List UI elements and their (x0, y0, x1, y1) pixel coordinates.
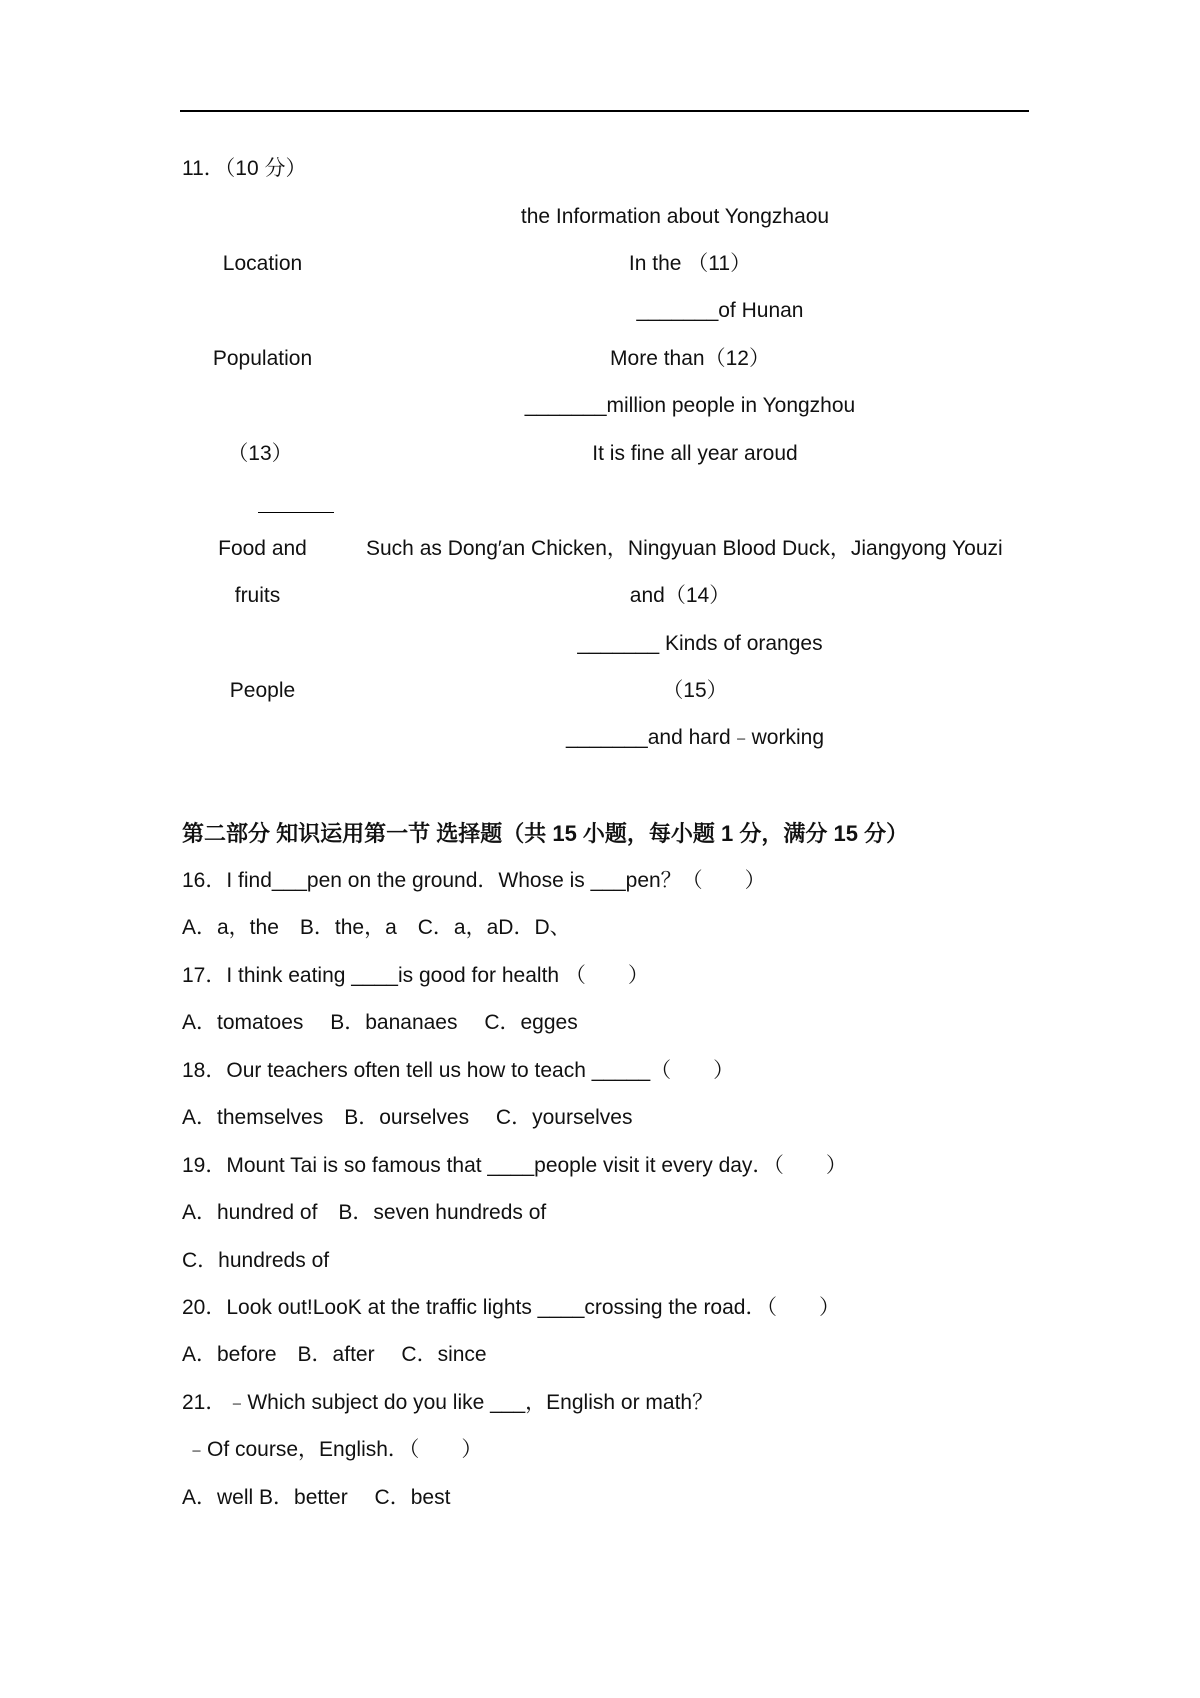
question-16-options: A．a，the B．the，a C．a，aD．D、 (182, 916, 571, 939)
row-label-food-1: Food and (218, 537, 307, 560)
row-value-food-1: Such as Dong′an Chicken，Ningyuan Blood Duck，Jiangyong Youzi (366, 537, 1003, 560)
question-20-stem: 20．Look out!LooK at the traffic lights ____crossing the road．（ ） (182, 1296, 840, 1319)
question-21-stem-2: ﹣Of course，English．（ ） (186, 1438, 483, 1461)
question-11-heading: 11．（10 分） (182, 157, 307, 180)
row-label-food-2: fruits (234, 584, 281, 607)
question-17-options: A．tomatoes B．bananaes C．egges (182, 1011, 578, 1034)
question-21-stem: 21．﹣Which subject do you like ___，English or math？ (182, 1391, 714, 1414)
row-label-13: （13） (227, 442, 293, 465)
question-17-stem: 17．I think eating ____is good for health （ ） (182, 964, 649, 987)
row-value-population-1: More than（12） (610, 347, 770, 370)
question-20-options: A．before B．after C．since (182, 1343, 487, 1366)
row-value-weather: It is fine all year aroud (592, 442, 798, 465)
header-rule (180, 110, 1029, 112)
question-18-stem: 18．Our teachers often tell us how to teach _____（ ） (182, 1059, 735, 1082)
row-value-food-2: and（14） (629, 584, 731, 607)
question-19-stem: 19．Mount Tai is so famous that ____people visit it every day．（ ） (182, 1154, 847, 1177)
part2-heading: 第二部分 知识运用第一节 选择题（共 15 小题，每小题 1 分，满分 15 分） (182, 821, 909, 846)
row-value-food-3: _______ Kinds of oranges (577, 632, 823, 655)
question-21-options: A．well B．better C．best (182, 1486, 451, 1509)
info-table-title: the Information about Yongzhaou (520, 205, 830, 228)
row-value-people-1: （15） (662, 679, 728, 702)
row-label-location: Location (222, 252, 303, 275)
question-18-options: A．themselves B．ourselves C．yourselves (182, 1106, 633, 1129)
row-value-location-2: _______of Hunan (636, 299, 804, 322)
row-value-people-2: _______and hard﹣working (565, 726, 825, 749)
question-16-stem: 16．I find___pen on the ground．Whose is ___pen？（ ） (182, 869, 766, 892)
question-19-options-1: A．hundred of B．seven hundreds of (182, 1201, 547, 1224)
question-19-options-2: C．hundreds of (182, 1249, 330, 1272)
row-label-people: People (229, 679, 296, 702)
blank-13 (258, 512, 334, 513)
row-value-population-2: _______million people in Yongzhou (524, 394, 856, 417)
row-label-population: Population (212, 347, 313, 370)
row-value-location-1: In the （11） (628, 252, 752, 275)
